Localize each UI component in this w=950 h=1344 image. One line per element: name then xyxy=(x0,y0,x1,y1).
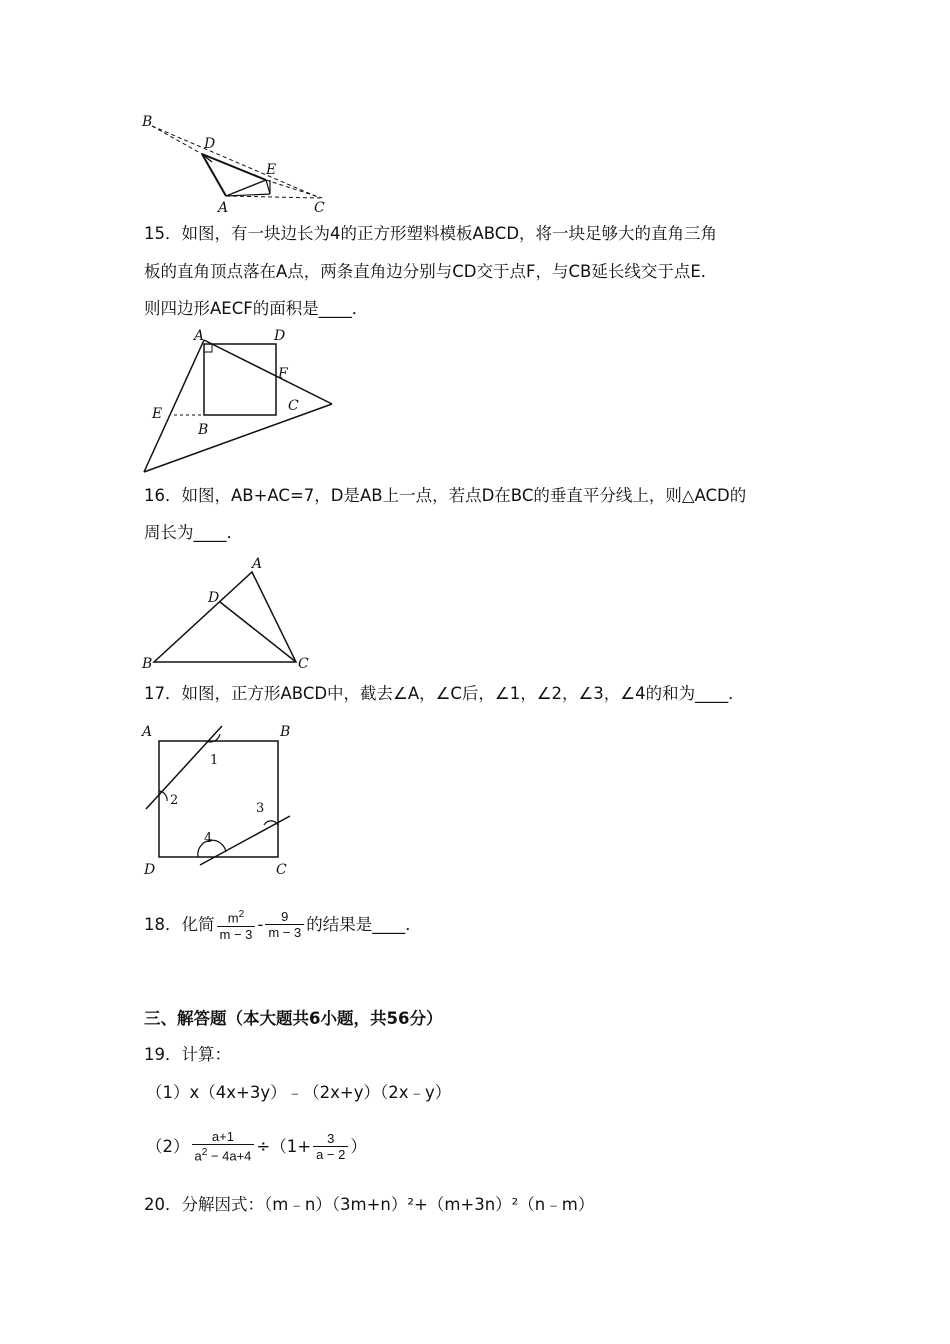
q18-fraction-1 xyxy=(217,907,256,941)
label-C: C xyxy=(276,862,287,878)
label-A: A xyxy=(142,724,153,740)
q16-text-line2: 周长为____． xyxy=(144,523,243,542)
q19-frac3-den: a − 2 xyxy=(316,1147,346,1162)
label-B: B xyxy=(198,422,209,438)
q18-frac2-num: 9 xyxy=(265,909,304,925)
q19-fraction-2 xyxy=(313,1131,348,1162)
q18-frac1-num: m xyxy=(227,910,239,926)
q19-frac-num: a+1 xyxy=(192,1129,255,1145)
figure-q15 xyxy=(138,326,338,476)
q15-text-line1: 15．如图，有一块边长为4的正方形塑料模板ABCD，将一块足够大的直角三角 xyxy=(144,224,718,243)
section-title: 三、解答题（本大题共6小题，共56分） xyxy=(144,1009,443,1028)
label-B: B xyxy=(280,724,291,740)
label-A: A xyxy=(218,200,229,216)
q18-fraction-2 xyxy=(265,909,304,940)
figure-q17 xyxy=(140,722,310,882)
label-D: D xyxy=(274,328,286,344)
q19-part2-prefix: （2） xyxy=(146,1136,190,1156)
label-E: E xyxy=(266,162,277,178)
q19-part1: （1）x（4x+3y）﹣（2x+y）（2x﹣y） xyxy=(146,1083,452,1102)
q16-text-line1: 16．如图，AB+AC=7，D是AB上一点，若点D在BC的垂直平分线上，则△ACD的 xyxy=(144,486,747,505)
label-D: D xyxy=(208,590,220,606)
q18-frac1-den: m − 3 xyxy=(219,926,253,942)
q18-prefix: 18．化简 xyxy=(144,914,215,934)
angle-4: 4 xyxy=(204,831,213,846)
label-D: D xyxy=(144,862,156,878)
figure-q14 xyxy=(140,112,330,216)
angle-1: 1 xyxy=(210,753,219,768)
q19-frac3-num: 3 xyxy=(313,1131,348,1147)
figure-q16 xyxy=(140,552,320,672)
label-B: B xyxy=(142,114,153,130)
q18-suffix: 的结果是____． xyxy=(306,914,422,934)
label-D: D xyxy=(204,136,216,152)
q19-frac-den-exp: 2 xyxy=(201,1147,208,1159)
label-F: F xyxy=(278,366,288,382)
label-E: E xyxy=(152,406,163,422)
q17-text-line1: 17．如图，正方形ABCD中，截去∠A，∠C后，∠1，∠2，∠3，∠4的和为____． xyxy=(144,684,745,703)
label-A: A xyxy=(194,328,205,344)
q18-frac2-den: m − 3 xyxy=(268,925,302,940)
label-B: B xyxy=(142,656,153,672)
angle-2: 2 xyxy=(170,793,179,808)
q15-text-line3: 则四边形AECF的面积是____． xyxy=(144,299,369,318)
label-C: C xyxy=(314,200,325,216)
label-A: A xyxy=(252,556,263,572)
q19-div-open: ÷（1+ xyxy=(256,1136,312,1156)
q20-text: 20．分解因式：（m﹣n）（3m+n）²+（m+3n）²（n﹣m） xyxy=(144,1195,595,1214)
q19-title: 19．计算： xyxy=(144,1045,231,1064)
q19-close: ） xyxy=(350,1136,367,1156)
q19-frac-den-rest: − 4a+4 xyxy=(207,1148,252,1164)
q18-text xyxy=(144,902,422,947)
q19-frac-den-a: a xyxy=(194,1148,202,1164)
angle-3: 3 xyxy=(256,801,265,816)
q18-minus: - xyxy=(257,914,264,934)
label-C: C xyxy=(298,656,309,672)
q18-frac1-exp: 2 xyxy=(238,909,245,921)
q19-fraction-1 xyxy=(192,1129,255,1163)
label-C: C xyxy=(288,398,299,414)
q15-text-line2: 板的直角顶点落在A点，两条直角边分别与CD交于点F，与CB延长线交于点E． xyxy=(144,262,718,281)
q19-part2 xyxy=(146,1124,367,1169)
